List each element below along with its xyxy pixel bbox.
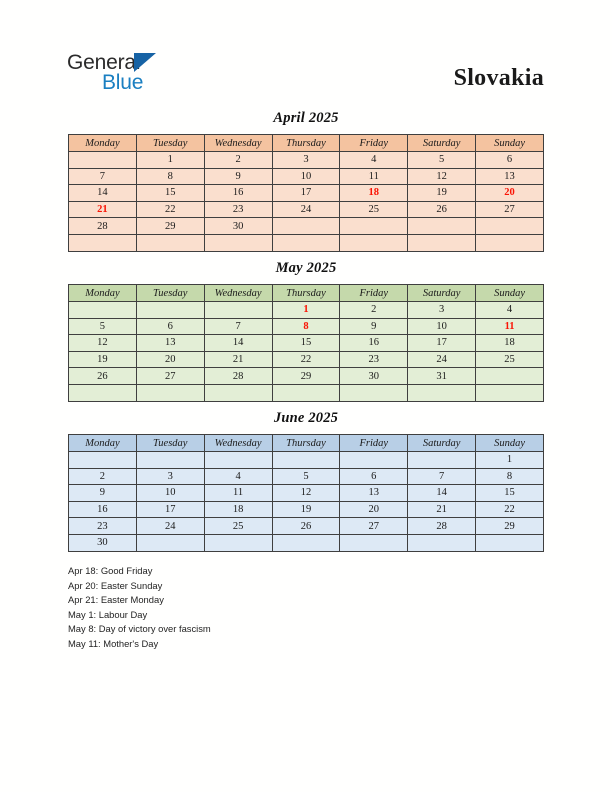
weekday-header-saturday: Saturday (408, 435, 476, 452)
weekday-header-wednesday: Wednesday (204, 135, 272, 152)
calendar-day-cell[interactable]: 1 (136, 152, 204, 169)
calendar-week-row (69, 201, 544, 218)
calendar-day-cell[interactable]: 24 (136, 518, 204, 535)
weekday-header-sunday: Sunday (476, 135, 544, 152)
calendar-day-cell[interactable]: 18 (476, 335, 544, 352)
calendar-day-cell[interactable]: 26 (69, 368, 137, 385)
calendar-empty-cell (204, 534, 272, 551)
weekday-header-row (69, 435, 544, 452)
calendar-empty-cell (136, 534, 204, 551)
calendar-day-cell[interactable]: 17 (408, 335, 476, 352)
logo-text-blue: Blue (102, 71, 144, 94)
calendar-day-cell[interactable]: 8 (476, 468, 544, 485)
calendar-day-cell[interactable]: 25 (476, 351, 544, 368)
calendar-empty-cell (340, 384, 408, 401)
calendar-day-cell[interactable]: 3 (136, 468, 204, 485)
calendar-day-cell[interactable]: 4 (476, 302, 544, 319)
calendar-day-cell[interactable]: 10 (272, 168, 340, 185)
calendar-day-cell[interactable]: 15 (476, 485, 544, 502)
calendar-day-cell[interactable]: 28 (69, 218, 137, 235)
weekday-header-friday: Friday (340, 135, 408, 152)
calendar-day-cell[interactable]: 6 (340, 468, 408, 485)
calendar-day-cell[interactable]: 7 (204, 318, 272, 335)
calendar-week-row (69, 518, 544, 535)
calendar-day-cell[interactable]: 28 (408, 518, 476, 535)
calendar-day-cell[interactable]: 12 (69, 335, 137, 352)
calendar-week-row (69, 335, 544, 352)
calendar-week-row (69, 168, 544, 185)
calendar-empty-cell (136, 452, 204, 469)
calendar-day-cell[interactable]: 1 (272, 302, 340, 319)
calendar-table-june (68, 434, 544, 552)
calendar-week-row (69, 368, 544, 385)
holiday-item: May 1: Labour Day (68, 608, 148, 620)
calendar-day-cell[interactable]: 17 (272, 185, 340, 202)
calendar-empty-cell (69, 384, 137, 401)
page-title: Slovakia (453, 65, 544, 91)
calendar-day-cell[interactable]: 30 (69, 534, 137, 551)
weekday-header-saturday: Saturday (408, 135, 476, 152)
calendar-empty-cell (408, 384, 476, 401)
calendar-day-cell[interactable]: 29 (136, 218, 204, 235)
calendar-day-cell[interactable]: 24 (408, 351, 476, 368)
weekday-header-friday: Friday (340, 435, 408, 452)
calendar-empty-cell (408, 534, 476, 551)
calendar-day-cell[interactable]: 26 (272, 518, 340, 535)
calendar-day-cell[interactable]: 30 (204, 218, 272, 235)
calendar-day-cell[interactable]: 27 (340, 518, 408, 535)
calendar-day-cell[interactable]: 10 (136, 485, 204, 502)
month-block-may (68, 260, 544, 402)
weekday-header-thursday: Thursday (272, 285, 340, 302)
weekday-header-friday: Friday (340, 285, 408, 302)
calendar-empty-cell (340, 534, 408, 551)
calendar-week-row (69, 384, 544, 401)
calendar-week-row (69, 452, 544, 469)
calendar-empty-cell (69, 302, 137, 319)
calendar-day-cell[interactable]: 15 (272, 335, 340, 352)
calendar-day-cell[interactable]: 9 (340, 318, 408, 335)
calendar-empty-cell (204, 384, 272, 401)
calendar-day-cell[interactable]: 5 (408, 152, 476, 169)
calendar-day-cell[interactable]: 23 (340, 351, 408, 368)
month-title: June 2025 (273, 410, 339, 426)
holiday-item: May 8: Day of victory over fascism (68, 623, 211, 635)
calendar-week-row (69, 302, 544, 319)
month-block-june (68, 410, 544, 552)
calendar-day-cell[interactable]: 8 (136, 168, 204, 185)
calendar-day-cell[interactable]: 2 (204, 152, 272, 169)
calendar-day-cell[interactable]: 22 (272, 351, 340, 368)
calendar-day-cell[interactable]: 21 (69, 201, 137, 218)
calendar-day-cell[interactable]: 27 (476, 201, 544, 218)
calendar-week-row (69, 351, 544, 368)
calendar-day-cell[interactable]: 3 (272, 152, 340, 169)
weekday-header-saturday: Saturday (408, 285, 476, 302)
calendar-day-cell[interactable]: 11 (340, 168, 408, 185)
calendar-empty-cell (136, 234, 204, 251)
calendar-day-cell[interactable]: 20 (476, 185, 544, 202)
calendar-week-row (69, 485, 544, 502)
calendar-day-cell[interactable]: 22 (476, 501, 544, 518)
calendar-empty-cell (136, 302, 204, 319)
calendar-empty-cell (272, 452, 340, 469)
calendar-day-cell[interactable]: 6 (136, 318, 204, 335)
calendar-day-cell[interactable]: 14 (408, 485, 476, 502)
weekday-header-wednesday: Wednesday (204, 285, 272, 302)
weekday-header-tuesday: Tuesday (136, 285, 204, 302)
calendar-table-april (68, 134, 544, 252)
calendar-empty-cell (476, 534, 544, 551)
calendar-day-cell[interactable]: 18 (204, 501, 272, 518)
calendar-empty-cell (408, 234, 476, 251)
calendar-empty-cell (69, 452, 137, 469)
calendar-empty-cell (272, 218, 340, 235)
calendar-day-cell[interactable]: 12 (272, 485, 340, 502)
calendar-week-row (69, 234, 544, 251)
weekday-header-sunday: Sunday (476, 285, 544, 302)
calendar-day-cell[interactable]: 17 (136, 501, 204, 518)
calendar-day-cell[interactable]: 11 (476, 318, 544, 335)
calendar-empty-cell (272, 234, 340, 251)
calendar-day-cell[interactable]: 16 (69, 501, 137, 518)
weekday-header-monday: Monday (69, 135, 137, 152)
calendar-empty-cell (476, 384, 544, 401)
calendar-empty-cell (340, 218, 408, 235)
weekday-header-thursday: Thursday (272, 135, 340, 152)
calendar-day-cell[interactable]: 14 (204, 335, 272, 352)
calendar-day-cell[interactable]: 12 (408, 168, 476, 185)
holiday-item: Apr 20: Easter Sunday (68, 579, 163, 591)
calendar-empty-cell (136, 384, 204, 401)
calendar-day-cell[interactable]: 4 (340, 152, 408, 169)
calendar-day-cell[interactable]: 27 (136, 368, 204, 385)
weekday-header-thursday: Thursday (272, 435, 340, 452)
calendar-day-cell[interactable]: 9 (204, 168, 272, 185)
calendar-day-cell[interactable]: 20 (136, 351, 204, 368)
calendar-empty-cell (204, 234, 272, 251)
calendar-day-cell[interactable]: 3 (408, 302, 476, 319)
holiday-item: May 11: Mother's Day (68, 637, 159, 649)
calendar-day-cell[interactable]: 13 (340, 485, 408, 502)
calendar-empty-cell (272, 384, 340, 401)
calendar-empty-cell (69, 234, 137, 251)
calendar-day-cell[interactable]: 10 (408, 318, 476, 335)
calendar-day-cell[interactable]: 18 (340, 185, 408, 202)
calendar-day-cell[interactable]: 1 (476, 452, 544, 469)
calendar-day-cell[interactable]: 16 (340, 335, 408, 352)
calendar-week-row (69, 501, 544, 518)
calendar-empty-cell (340, 234, 408, 251)
calendar-day-cell[interactable]: 16 (204, 185, 272, 202)
calendar-day-cell[interactable]: 8 (272, 318, 340, 335)
calendar-day-cell[interactable]: 2 (69, 468, 137, 485)
calendar-day-cell[interactable]: 20 (340, 501, 408, 518)
calendar-day-cell[interactable]: 31 (408, 368, 476, 385)
calendar-empty-cell (272, 534, 340, 551)
calendar-day-cell[interactable]: 24 (272, 201, 340, 218)
calendar-empty-cell (476, 234, 544, 251)
calendar-week-row (69, 534, 544, 551)
weekday-header-tuesday: Tuesday (136, 435, 204, 452)
calendar-day-cell[interactable]: 28 (204, 368, 272, 385)
calendar-day-cell[interactable]: 19 (272, 501, 340, 518)
calendar-day-cell[interactable]: 7 (408, 468, 476, 485)
calendar-day-cell[interactable]: 23 (69, 518, 137, 535)
calendar-day-cell[interactable]: 21 (408, 501, 476, 518)
calendar-day-cell[interactable]: 26 (408, 201, 476, 218)
calendar-day-cell[interactable]: 23 (204, 201, 272, 218)
calendar-day-cell[interactable]: 21 (204, 351, 272, 368)
calendar-day-cell[interactable]: 6 (476, 152, 544, 169)
calendar-day-cell[interactable]: 29 (272, 368, 340, 385)
logo-text-general: General (67, 51, 141, 74)
calendar-day-cell[interactable]: 30 (340, 368, 408, 385)
calendar-empty-cell (476, 368, 544, 385)
calendar-week-row (69, 185, 544, 202)
calendar-week-row (69, 468, 544, 485)
calendar-day-cell[interactable]: 7 (69, 168, 137, 185)
calendar-day-cell[interactable]: 15 (136, 185, 204, 202)
month-block-april (68, 110, 544, 252)
calendar-day-cell[interactable]: 13 (476, 168, 544, 185)
calendar-day-cell[interactable]: 25 (204, 518, 272, 535)
holiday-item: Apr 21: Easter Monday (68, 594, 164, 606)
general-blue-logo (67, 52, 247, 98)
calendar-day-cell[interactable]: 29 (476, 518, 544, 535)
month-title: April 2025 (273, 110, 339, 126)
weekday-header-row (69, 135, 544, 152)
logo-triangle-icon (134, 53, 156, 72)
calendar-empty-cell (204, 452, 272, 469)
calendar-week-row (69, 318, 544, 335)
calendar-week-row (69, 152, 544, 169)
calendar-day-cell[interactable]: 22 (136, 201, 204, 218)
calendar-day-cell[interactable]: 19 (69, 351, 137, 368)
calendar-empty-cell (408, 218, 476, 235)
weekday-header-monday: Monday (69, 285, 137, 302)
weekday-header-monday: Monday (69, 435, 137, 452)
page-header (0, 0, 612, 104)
calendar-week-row (69, 218, 544, 235)
calendar-empty-cell (476, 218, 544, 235)
calendar-day-cell[interactable]: 14 (69, 185, 137, 202)
calendar-empty-cell (408, 452, 476, 469)
calendar-day-cell[interactable]: 25 (340, 201, 408, 218)
calendar-day-cell[interactable]: 19 (408, 185, 476, 202)
calendar-day-cell[interactable]: 5 (69, 318, 137, 335)
calendar-day-cell[interactable]: 11 (204, 485, 272, 502)
holiday-item: Apr 18: Good Friday (68, 565, 153, 576)
weekday-header-tuesday: Tuesday (136, 135, 204, 152)
calendar-empty-cell (69, 152, 137, 169)
weekday-header-sunday: Sunday (476, 435, 544, 452)
calendar-day-cell[interactable]: 9 (69, 485, 137, 502)
calendar-empty-cell (204, 302, 272, 319)
calendar-day-cell[interactable]: 5 (272, 468, 340, 485)
calendar-day-cell[interactable]: 13 (136, 335, 204, 352)
weekday-header-row (69, 285, 544, 302)
calendar-day-cell[interactable]: 4 (204, 468, 272, 485)
weekday-header-wednesday: Wednesday (204, 435, 272, 452)
calendar-empty-cell (340, 452, 408, 469)
holiday-list (68, 564, 488, 652)
calendar-table-may (68, 284, 544, 402)
month-title: May 2025 (275, 260, 337, 276)
calendar-day-cell[interactable]: 2 (340, 302, 408, 319)
